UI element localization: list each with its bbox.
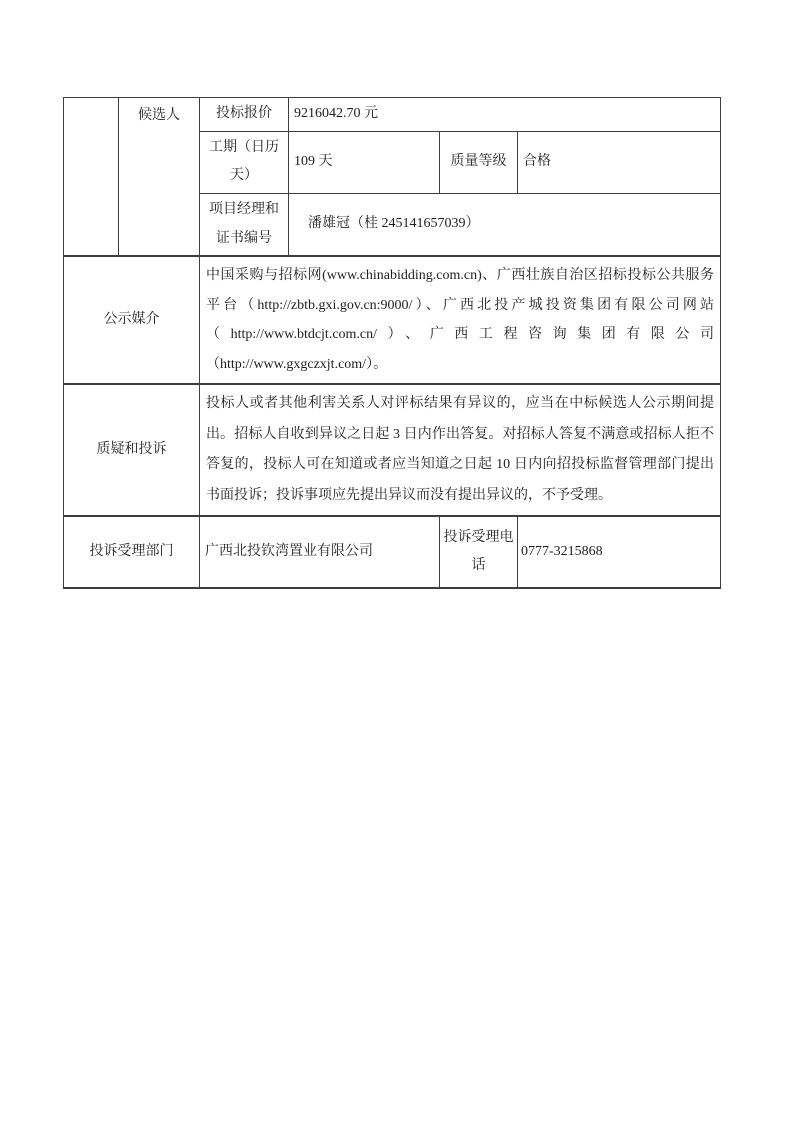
media-line-4: （http://www.gxgczxjt.com/）。	[206, 356, 388, 372]
manager-cert-label: 项目经理和证书编号	[200, 194, 289, 257]
complaint-phone-value: 0777-3215868	[518, 516, 721, 588]
candidate-label-cell: 候选人	[119, 98, 200, 257]
bid-price-value: 9216042.70 元	[289, 98, 721, 132]
quality-grade-value: 合格	[518, 131, 721, 193]
row-complaint-dept	[64, 516, 721, 588]
media-content	[200, 256, 721, 384]
row-announcement-media	[64, 256, 721, 384]
duration-value: 109 天	[289, 131, 440, 193]
objection-line-3: 答复的，投标人可在知道或者应当知道之日起 10 日内向招投标监督管理部门提出	[206, 457, 715, 473]
bid-price-label: 投标报价	[200, 98, 289, 132]
objection-label: 质疑和投诉	[64, 384, 200, 516]
media-line-1: 中国采购与招标网(www.chinabidding.com.cn)、广西壮族自治区招标投标公共服务	[206, 268, 715, 284]
media-label: 公示媒介	[64, 256, 200, 384]
complaint-phone-label: 投诉受理电话	[440, 516, 518, 588]
manager-cert-value: 潘雄冠（桂 245141657039）	[289, 194, 721, 257]
objection-content	[200, 384, 721, 516]
objection-line-2: 出。招标人自收到异议之日起 3 日内作出答复。对招标人答复不满意或招标人拒不	[206, 426, 715, 442]
quality-grade-label: 质量等级	[440, 131, 518, 193]
objection-line-1: 投标人或者其他利害关系人对评标结果有异议的，应当在中标候选人公示期间提	[206, 396, 715, 412]
tender-result-table	[63, 97, 721, 589]
row-objection-complaint	[64, 384, 721, 516]
objection-line-4: 书面投诉；投诉事项应先提出异议而没有提出异议的，不予受理。	[206, 487, 612, 503]
duration-label: 工期（日历天）	[200, 131, 289, 193]
complaint-dept-label: 投诉受理部门	[64, 516, 200, 588]
media-line-2: 平台（http://zbtb.gxi.gov.cn:9000/）、广西北投产城投资集团有限公司网站	[206, 297, 715, 313]
row-bid-price	[64, 98, 721, 132]
complaint-dept-value: 广西北投钦湾置业有限公司	[200, 516, 440, 588]
candidate-index-cell	[64, 98, 119, 257]
media-line-3: （http://www.btdcjt.com.cn/）、广西工程咨询集团有限公司	[206, 327, 715, 343]
